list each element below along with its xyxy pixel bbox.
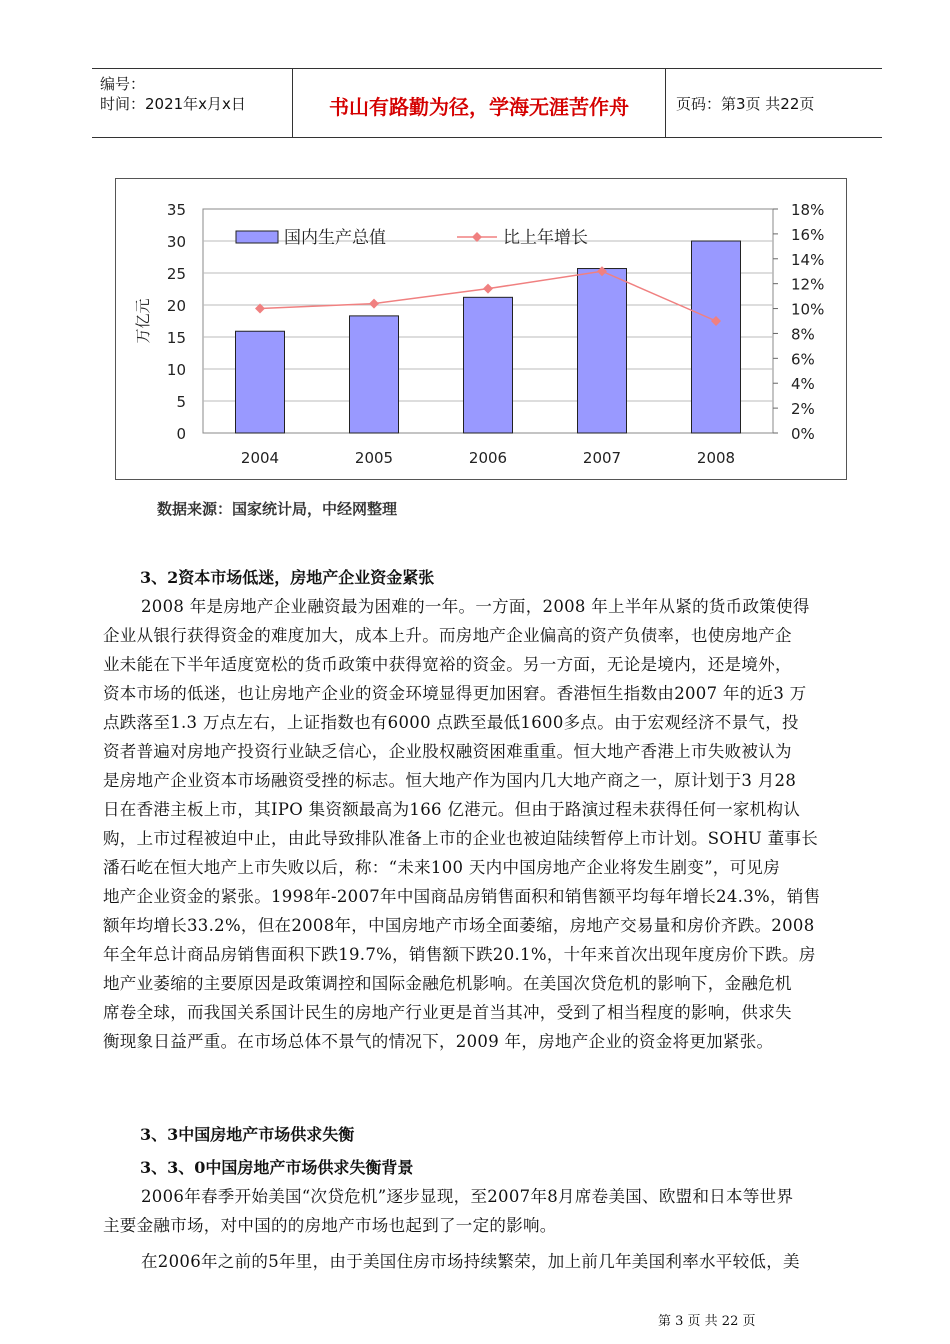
text-line: 资本市场的低迷，也让房地产企业的资金环境显得更加困窘。香港恒生指数由2007 年的近3 万 [103, 684, 807, 703]
bar-gdp [578, 269, 627, 433]
y-tick-label: 20 [166, 297, 186, 315]
x-tick-label: 2006 [468, 449, 508, 467]
text-line: 主要金融市场，对中国的的房地产市场也起到了一定的影响。 [103, 1216, 557, 1235]
y2-tick-label: 12% [791, 275, 825, 294]
text-line: 资者普遍对房地产投资行业缺乏信心，企业股权融资困难重重。恒大地产香港上市失败被认为 [103, 742, 792, 761]
text-line: 是房地产企业资本市场融资受挫的标志。恒大地产作为国内几大地产商之一，原计划于3 月28 [103, 771, 797, 790]
header-center-cell [293, 69, 666, 137]
y-tick-label: 30 [166, 233, 186, 251]
x-tick-label: 2005 [354, 449, 394, 467]
y-tick-label: 35 [166, 201, 186, 219]
y-tick-label: 25 [166, 265, 186, 283]
y2-tick-label: 8% [791, 325, 815, 344]
text-line: 额年均增长33.2%，但在2008年，中国房地产市场全面萎缩，房地产交易量和房价齐跌。2008 [103, 916, 815, 935]
y2-tick-label: 10% [791, 300, 825, 319]
x-tick-label: 2004 [240, 449, 280, 467]
text-line: 2008 年是房地产企业融资最为困难的一年。一方面，2008 年上半年从紧的货币政策使得 [141, 597, 810, 616]
y2-tick-label: 2% [791, 400, 815, 419]
x-tick-label: 2008 [696, 449, 736, 467]
header-left-cell [92, 69, 293, 137]
bar-gdp [464, 297, 513, 433]
chart-source-note: 数据来源：国家统计局，中经网整理 [157, 500, 398, 518]
text-line: 潘石屹在恒大地产上市失败以后，称：“未来100 天内中国房地产企业将发生剧变”，可见房 [103, 858, 781, 877]
y-tick-label: 5 [176, 393, 186, 411]
header-right-cell [666, 69, 882, 137]
document-time: 时间：2021年x月x日 [100, 95, 246, 113]
section-3-2-body [103, 592, 903, 1056]
section-3-2-title: 3、2资本市场低迷，房地产企业资金紧张 [140, 568, 435, 587]
text-line: 年全年总计商品房销售面积下跌19.7%，销售额下跌20.1%，十年来首次出现年度房价下跌。房 [103, 945, 816, 964]
gdp-chart [115, 178, 847, 480]
y-tick-label: 0 [176, 425, 186, 443]
header-motto: 书山有路勤为径，学海无涯苦作舟 [329, 95, 629, 119]
gdp-chart-svg [116, 179, 846, 479]
y-tick-label: 10 [166, 361, 186, 379]
section-3-3-title: 3、3中国房地产市场供求失衡 [140, 1125, 355, 1144]
bar-gdp [350, 316, 399, 433]
y-tick-label: 15 [166, 329, 186, 347]
bar-gdp [236, 331, 285, 433]
text-line: 日在香港主板上市，其IPO 集资额最高为166 亿港元。但由于路演过程未获得任何一家机构认 [103, 800, 801, 819]
y2-tick-label: 4% [791, 375, 815, 394]
text-line: 2006年春季开始美国“次贷危机”逐步显现，至2007年8月席卷美国、欧盟和日本等世界 [141, 1187, 794, 1206]
section-3-3-0-title: 3、3、0中国房地产市场供求失衡背景 [140, 1158, 414, 1177]
legend-line-label: 比上年增长 [503, 228, 588, 248]
y2-tick-label: 14% [791, 250, 825, 269]
x-tick-label: 2007 [582, 449, 622, 467]
y2-tick-label: 0% [791, 425, 815, 443]
legend-bar-swatch [236, 231, 278, 243]
document-number: 编号： [100, 75, 146, 93]
text-line: 衡现象日益严重。在市场总体不景气的情况下，2009 年，房地产企业的资金将更加紧张。 [103, 1032, 774, 1051]
text-line: 地产业萎缩的主要原因是政策调控和国际金融危机影响。在美国次贷危机的影响下，金融危机 [103, 974, 792, 993]
y2-tick-label: 6% [791, 350, 815, 369]
text-line: 地产企业资金的紧张。1998年-2007年中国商品房销售面积和销售额平均每年增长24.3%，销售 [103, 887, 821, 906]
text-line: 在2006年之前的5年里，由于美国住房市场持续繁荣，加上前几年美国利率水平较低，美 [141, 1252, 800, 1271]
header-page-number: 页码：第3页 共22页 [676, 95, 815, 113]
text-line: 企业从银行获得资金的难度加大，成本上升。而房地产企业偏高的资产负债率，也使房地产企 [103, 626, 792, 645]
section-3-3-0-paragraph-1 [103, 1182, 903, 1240]
text-line: 席卷全球，而我国关系国计民生的房地产行业更是首当其冲，受到了相当程度的影响，供求失 [103, 1003, 792, 1022]
page-footer: 第 3 页 共 22 页 [658, 1314, 756, 1329]
text-line: 购，上市过程被迫中止，由此导致排队准备上市的企业也被迫陆续暂停上市计划。SOHU 董事长 [103, 829, 819, 848]
y-axis-label: 万亿元 [134, 298, 152, 344]
page-header [92, 68, 882, 138]
y2-tick-label: 18% [791, 201, 825, 219]
section-3-3-0-paragraph-2 [103, 1247, 903, 1276]
legend-bar-label: 国内生产总值 [284, 228, 386, 248]
y2-tick-label: 16% [791, 225, 825, 244]
bar-gdp [692, 241, 741, 433]
text-line: 点跌落至1.3 万点左右，上证指数也有6000 点跌至最低1600多点。由于宏观经济不景气，投 [103, 713, 799, 732]
text-line: 业未能在下半年适度宽松的货币政策中获得宽裕的资金。另一方面，无论是境内，还是境外， [103, 655, 792, 674]
